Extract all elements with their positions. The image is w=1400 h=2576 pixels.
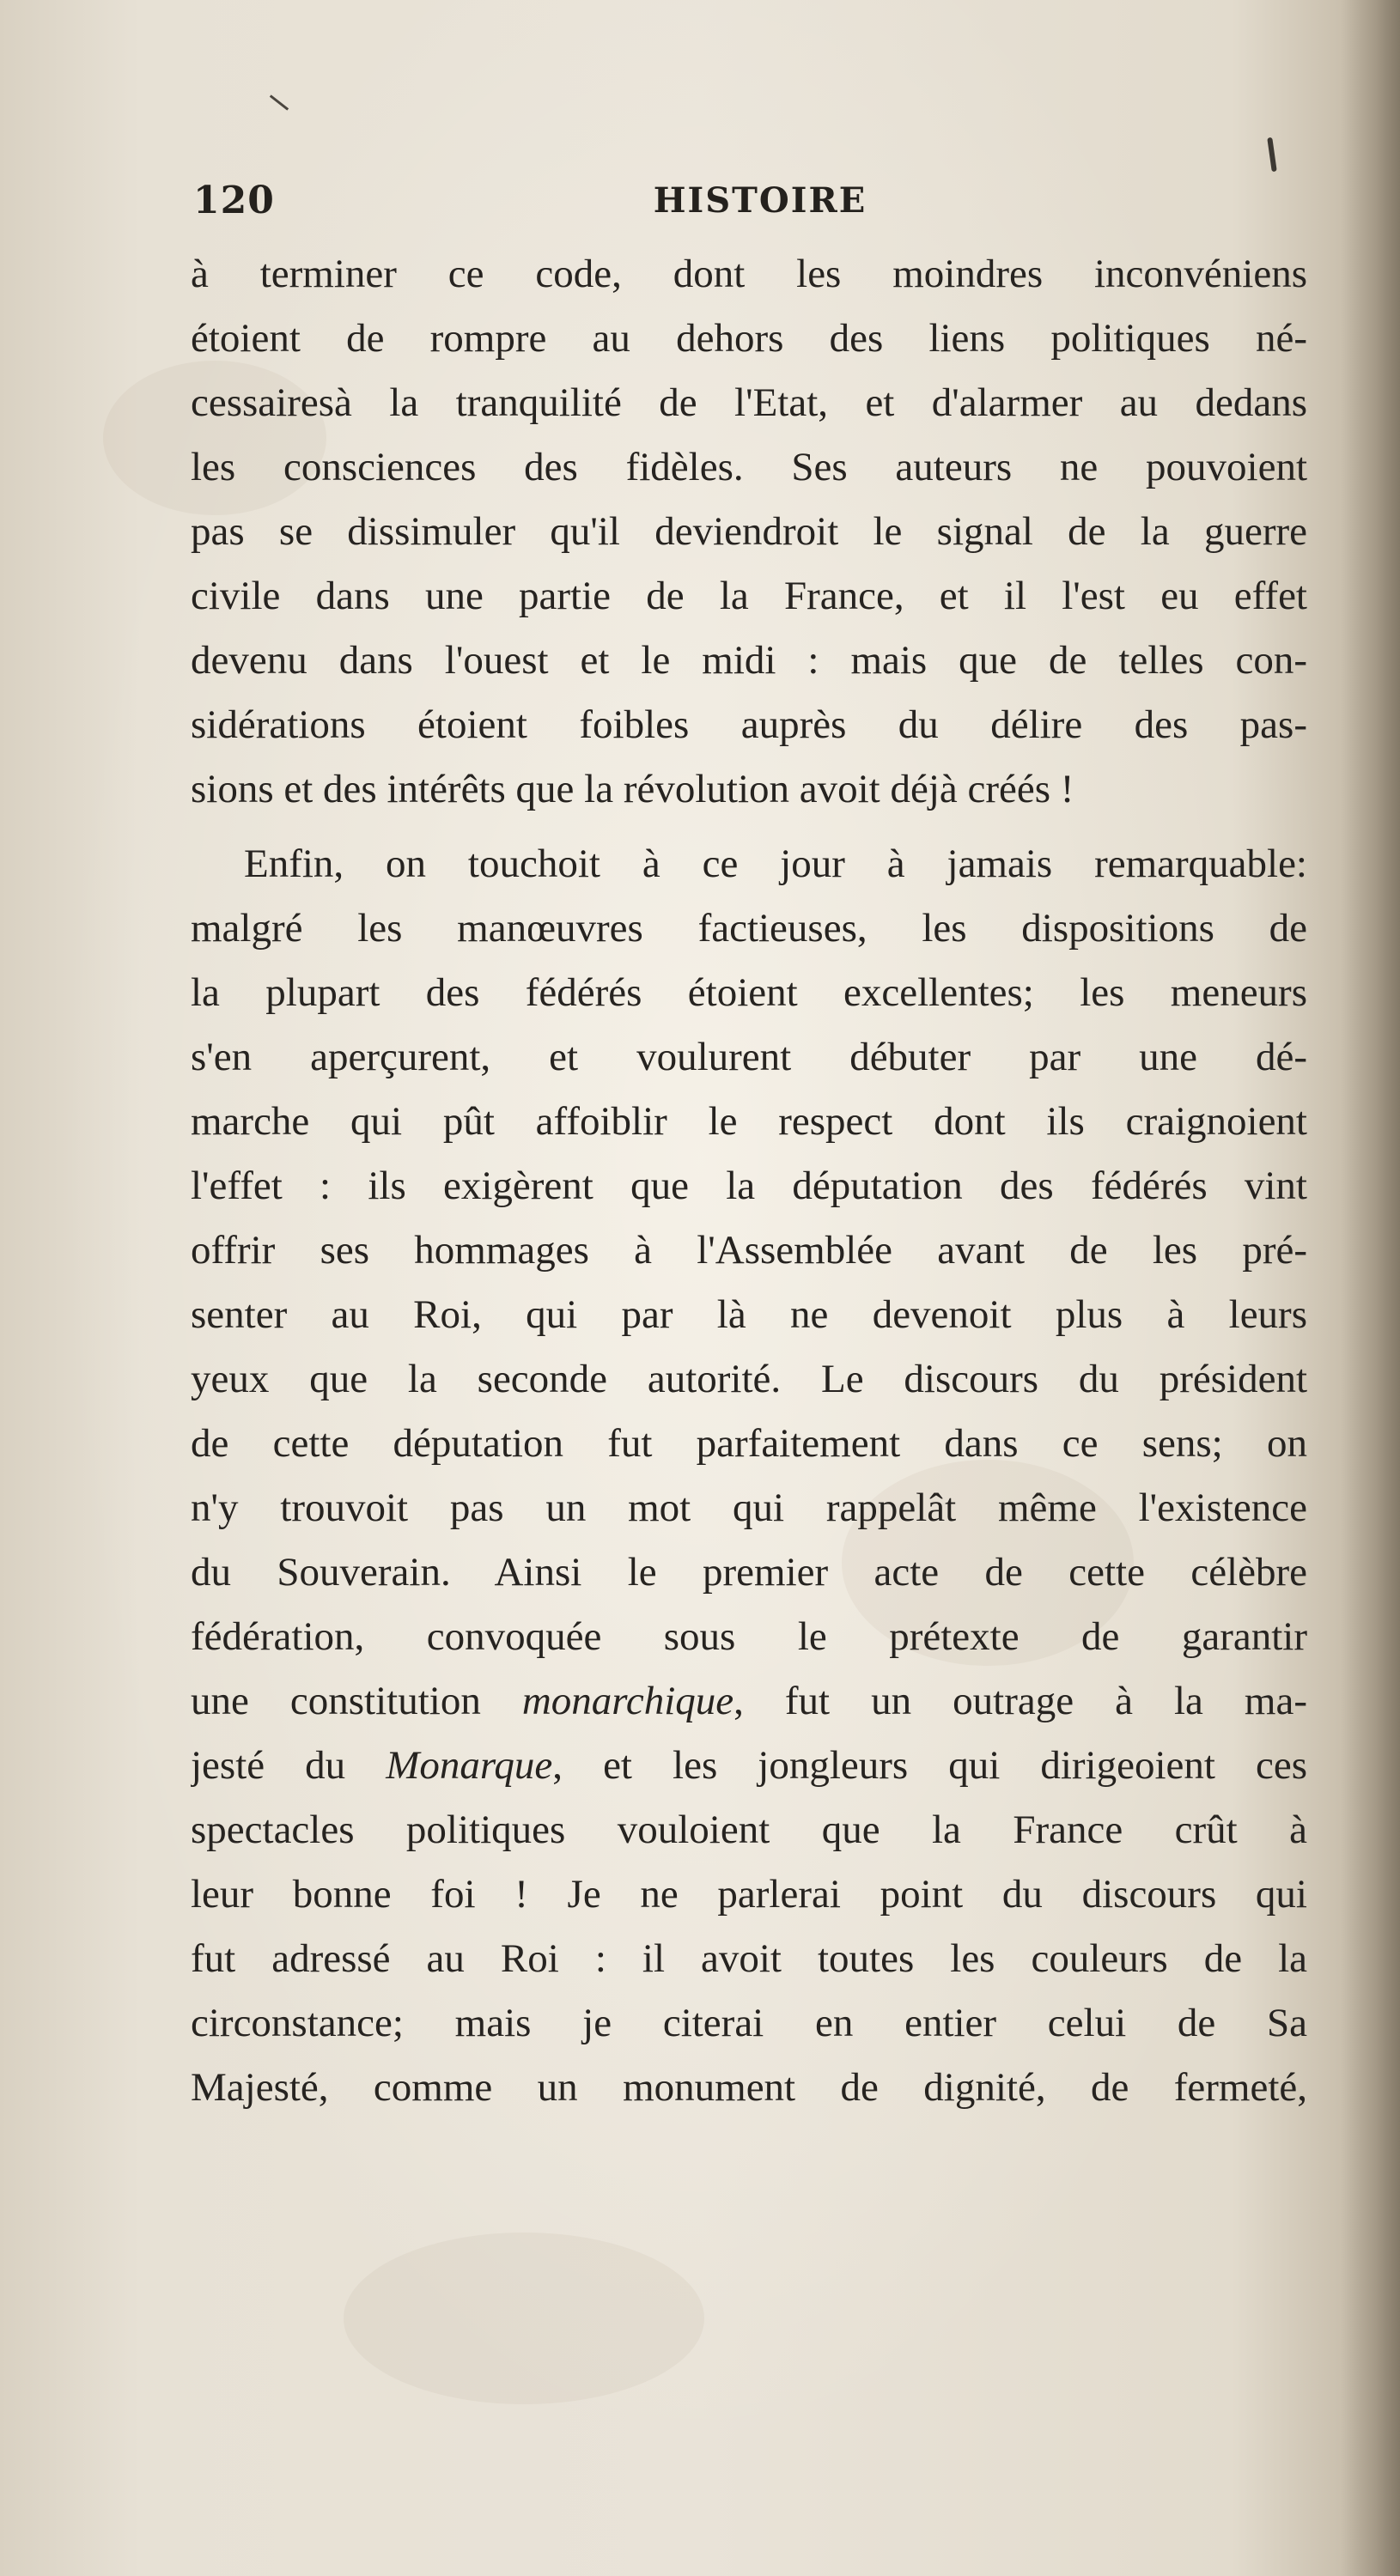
ink-mark: [1267, 137, 1277, 172]
text-line: une constitution monarchique, fut un outrage à la ma-: [191, 1679, 1307, 1723]
text-line: fut adressé au Roi : il avoit toutes les couleurs de la: [191, 1936, 1307, 1981]
text-line: yeux que la seconde autorité. Le discours du président: [191, 1357, 1307, 1401]
text-line: s'en aperçurent, et voulurent débuter par une dé-: [191, 1035, 1307, 1079]
italic-word: Monarque: [386, 1743, 553, 1788]
text-line: spectacles politiques vouloient que la France crût à: [191, 1807, 1307, 1852]
running-title: HISTOIRE: [653, 180, 867, 221]
text-line: circonstance; mais je citerai en entier celui de Sa: [191, 2001, 1307, 2045]
ink-mark: [270, 94, 289, 110]
text-line: cessairesà la tranquilité de l'Etat, et d'alarmer au dedans: [191, 380, 1307, 425]
page-edge-shadow: [1340, 0, 1400, 2576]
text-line: devenu dans l'ouest et le midi : mais que de telles con-: [191, 638, 1307, 683]
paper-stain: [344, 2233, 704, 2404]
text-line: Enfin, on touchoit à ce jour à jamais remarquable:: [244, 841, 1307, 886]
text-line: sions et des intérêts que la révolution avoit déjà créés !: [191, 767, 1074, 811]
text-line: marche qui pût affoiblir le respect dont ils craignoient: [191, 1099, 1307, 1144]
text-line: leur bonne foi ! Je ne parlerai point du discours qui: [191, 1872, 1307, 1917]
text-line: pas se dissimuler qu'il deviendroit le signal de la guerre: [191, 509, 1307, 554]
text-line: jesté du Monarque, et les jongleurs qui dirigeoient ces: [191, 1743, 1307, 1788]
text-line: du Souverain. Ainsi le premier acte de cette célèbre: [191, 1550, 1307, 1595]
text-line: malgré les manœuvres factieuses, les dispositions de: [191, 906, 1307, 951]
text-line: l'effet : ils exigèrent que la députation des fédérés vint: [191, 1163, 1307, 1208]
body-text: [191, 242, 1307, 2120]
text-line: étoient de rompre au dehors des liens politiques né-: [191, 316, 1307, 361]
text-line: senter au Roi, qui par là ne devenoit plus à leurs: [191, 1292, 1307, 1337]
italic-word: monarchique: [521, 1679, 734, 1723]
text-line: Majesté, comme un monument de dignité, de fermeté,: [191, 2065, 1307, 2110]
page-number: 120: [193, 179, 275, 222]
page-header: [193, 172, 1327, 232]
text-line: de cette députation fut parfaitement dans ce sens; on: [191, 1421, 1307, 1466]
text-line: n'y trouvoit pas un mot qui rappelât même l'existence: [191, 1485, 1307, 1530]
text-line: fédération, convoquée sous le prétexte de garantir: [191, 1614, 1307, 1659]
text-line: sidérations étoient foibles auprès du délire des pas-: [191, 702, 1307, 747]
text-line: la plupart des fédérés étoient excellentes; les meneurs: [191, 970, 1307, 1015]
text-line: offrir ses hommages à l'Assemblée avant de les pré-: [191, 1228, 1307, 1273]
text-line: à terminer ce code, dont les moindres inconvéniens: [191, 252, 1307, 296]
text-line: les consciences des fidèles. Ses auteurs ne pouvoient: [191, 445, 1307, 489]
text-line: civile dans une partie de la France, et il l'est eu effet: [191, 574, 1307, 618]
